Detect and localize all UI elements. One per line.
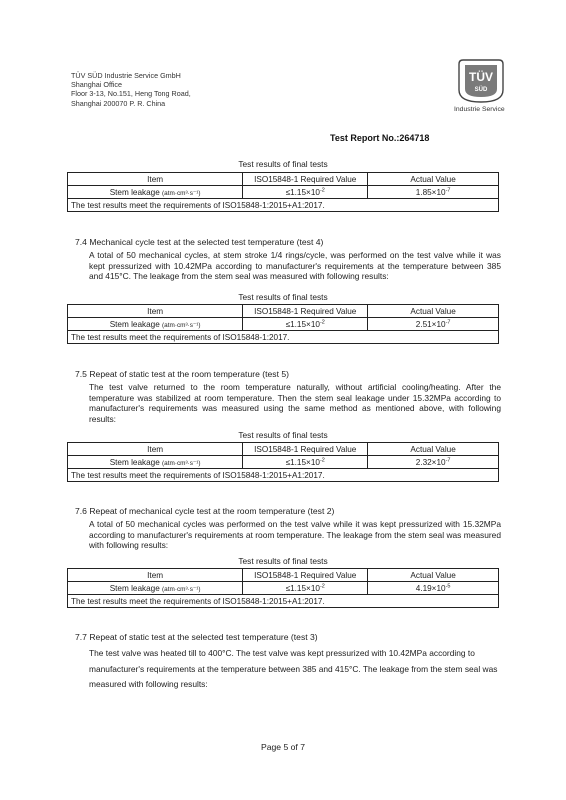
col-header-item: Item [68,569,243,582]
table-caption: Test results of final tests [238,430,328,440]
table-row [68,318,499,331]
row-label: Stem leakage (atm·cm³·s⁻¹) [68,456,243,469]
col-header-item: Item [68,443,243,456]
page-number: Page 5 of 7 [261,742,305,752]
col-header-required: ISO15848-1 Required Value [243,443,368,456]
table-row [68,456,499,469]
col-header-item: Item [68,305,243,318]
col-header-actual: Actual Value [368,569,499,582]
section-heading: 7.5 Repeat of static test at the room temperature (test 5) [75,369,289,379]
results-table [67,172,499,212]
table-row [68,582,499,595]
results-table [67,442,499,482]
report-number: Test Report No.:264718 [330,133,430,143]
section-heading: 7.4 Mechanical cycle test at the selected test temperature (test 4) [75,237,324,247]
required-value: $\le 1.15\times 10^{-2}$ [243,582,368,595]
section-heading: 7.7 Repeat of static test at the selected test temperature (test 3) [75,632,318,642]
conclusion-row: The test results meet the requirements of ISO15848-1:2015+A1:2017. [68,199,499,212]
required-value: $\le 1.15\times 10^{-2}$ [243,318,368,331]
col-header-required: ISO15848-1 Required Value [243,173,368,186]
actual-value: $4.19\times 10^{-5}$ [368,582,499,595]
section-paragraph: The test valve was heated till to 400°C. The test valve was kept pressurized with 10.42MPa according to manufacturer's requirements at the temperature between 385 and 415°C. The leakage from the stem seal was measured with following results: [89,648,498,689]
table-caption: Test results of final tests [238,159,328,169]
section-paragraph: A total of 50 mechanical cycles was performed on the test valve while it was kept pressurized with 15.32MPa according to manufacturer's requirements at room temperature. The leakage from the stem seal was measured with following results: [89,519,501,551]
address-line: TÜV SÜD Industrie Service GmbH [71,71,181,80]
conclusion-row: The test results meet the requirements of ISO15848-1:2017. [68,331,499,344]
col-header-actual: Actual Value [368,173,499,186]
row-label: Stem leakage (atm·cm³·s⁻¹) [68,318,243,331]
col-header-item: Item [68,173,243,186]
row-label: Stem leakage (atm·cm³·s⁻¹) [68,582,243,595]
col-header-required: ISO15848-1 Required Value [243,305,368,318]
conclusion-row: The test results meet the requirements of ISO15848-1:2015+A1:2017. [68,595,499,608]
table-caption: Test results of final tests [238,556,328,566]
col-header-actual: Actual Value [368,305,499,318]
table-row [68,186,499,199]
logo-text-bottom: SÜD [474,87,488,93]
logo-caption: Industrie Service [454,106,505,113]
actual-value: $2.51\times 10^{-7}$ [368,318,499,331]
required-value: $\le 1.15\times 10^{-2}$ [243,186,368,199]
section-paragraph: A total of 50 mechanical cycles, at stem stroke 1/4 rings/cycle, was performed on the test valve while it was kept pressurized with 10.42MPa according to manufacturer's requirements at the temperature between 385 and 415°C. The leakage from the stem seal was measured with following results: [89,250,501,282]
section-paragraph: The test valve returned to the room temperature naturally, without artificial cooling/heating. After the temperature was stabilized at room temperature. Then the stem seal leakage under 15.32MPa according to manufacturer's requirements was measured using the same method as mentioned above, with following results: [89,382,501,424]
results-table [67,304,499,344]
actual-value: $1.85\times 10^{-7}$ [368,186,499,199]
results-table [67,568,499,608]
logo-text-top: TÜV [469,70,493,84]
address-line: Floor 3-13, No.151, Heng Tong Road, [71,89,191,99]
address-line: Shanghai 200070 P. R. China [71,98,166,108]
company-address [71,71,191,108]
address-line: Shanghai Office [71,80,123,90]
col-header-required: ISO15848-1 Required Value [243,569,368,582]
row-label: Stem leakage (atm·cm³·s⁻¹) [68,186,243,199]
col-header-actual: Actual Value [368,443,499,456]
required-value: $\le 1.15\times 10^{-2}$ [243,456,368,469]
section-heading: 7.6 Repeat of mechanical cycle test at the room temperature (test 2) [75,506,335,516]
conclusion-row: The test results meet the requirements of ISO15848-1:2015+A1:2017. [68,469,499,482]
actual-value: $2.32\times 10^{-7}$ [368,456,499,469]
table-caption: Test results of final tests [238,292,328,302]
